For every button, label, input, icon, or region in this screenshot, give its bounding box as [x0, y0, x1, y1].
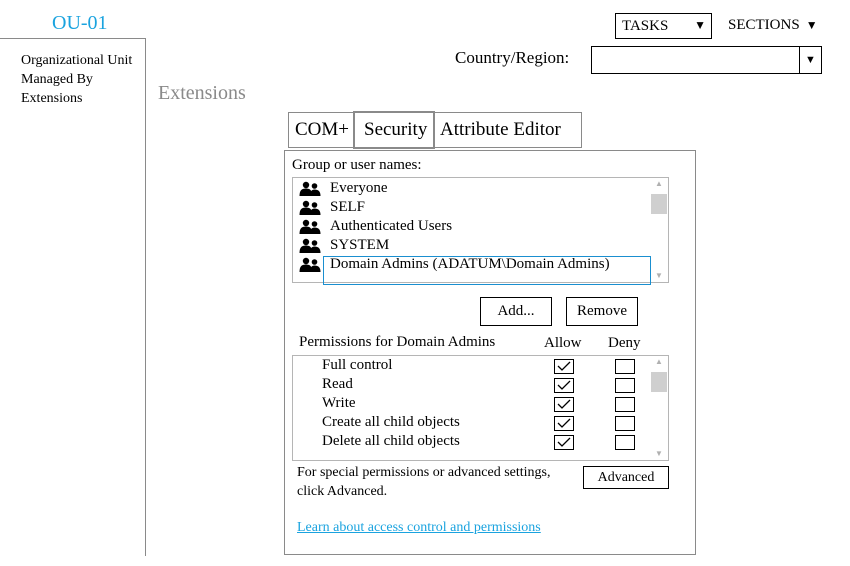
deny-header: Deny: [608, 335, 641, 351]
permissions-list: [292, 355, 669, 461]
users-scrollbar[interactable]: [650, 178, 668, 282]
allow-checkbox[interactable]: [554, 378, 574, 393]
user-name: SYSTEM: [330, 237, 390, 253]
special-permissions-text: For special permissions or advanced settings, click Advanced.: [297, 465, 551, 499]
scroll-down-icon[interactable]: ▼: [655, 271, 663, 280]
ou-title: OU-01: [52, 12, 108, 34]
user-name: Domain Admins (ADATUM\Domain Admins): [330, 256, 610, 272]
deny-checkbox[interactable]: [615, 416, 635, 431]
tab-attribute-editor[interactable]: Attribute Editor: [440, 119, 561, 140]
permissions-scrollbar[interactable]: [650, 356, 668, 460]
allow-checkbox[interactable]: [554, 359, 574, 374]
country-label: Country/Region:: [455, 48, 570, 67]
tab-strip: [288, 112, 582, 148]
check-icon: [557, 399, 571, 409]
deny-checkbox[interactable]: [615, 397, 635, 412]
user-name: Authenticated Users: [330, 218, 453, 234]
permission-name: Create all child objects: [322, 414, 460, 430]
users-group-icon: [299, 181, 321, 197]
tab-security-label: Security: [364, 119, 428, 140]
tasks-label: TASKS: [622, 18, 669, 34]
scroll-thumb[interactable]: [651, 372, 667, 392]
scroll-down-icon[interactable]: ▼: [655, 449, 663, 458]
allow-header: Allow: [544, 335, 582, 351]
allow-checkbox[interactable]: [554, 416, 574, 431]
left-pane-divider: [0, 38, 146, 39]
deny-checkbox[interactable]: [615, 378, 635, 393]
caret-down-icon[interactable]: ▼: [799, 47, 821, 73]
caret-down-icon: ▼: [805, 18, 818, 32]
left-pane-border: [145, 38, 146, 556]
check-icon: [557, 380, 571, 390]
tasks-dropdown[interactable]: [615, 13, 712, 39]
permission-name: Read: [322, 376, 353, 392]
learn-access-control-link[interactable]: Learn about access control and permissions: [297, 520, 541, 535]
country-select[interactable]: [591, 46, 822, 74]
nav-item-extensions[interactable]: Organizational Unit Managed By Extensions: [21, 53, 133, 106]
tab-com-plus[interactable]: COM+: [295, 119, 350, 140]
permissions-label: Permissions for Domain Admins: [299, 334, 496, 350]
user-name: Everyone: [330, 180, 388, 196]
group-names-label: Group or user names:: [292, 157, 422, 173]
scroll-up-icon[interactable]: ▲: [655, 179, 663, 188]
allow-checkbox[interactable]: [554, 397, 574, 412]
scroll-up-icon[interactable]: ▲: [655, 357, 663, 366]
deny-checkbox[interactable]: [615, 359, 635, 374]
allow-checkbox[interactable]: [554, 435, 574, 450]
check-icon: [557, 418, 571, 428]
page-heading: Extensions: [158, 82, 246, 104]
check-icon: [557, 437, 571, 447]
caret-down-icon: ▼: [694, 18, 706, 32]
check-icon: [557, 361, 571, 371]
scroll-thumb[interactable]: [651, 194, 667, 214]
tab-security[interactable]: [353, 111, 435, 149]
sections-dropdown[interactable]: [728, 17, 818, 34]
add-button[interactable]: Add...: [480, 297, 552, 326]
users-group-icon: [299, 257, 321, 273]
sections-label: SECTIONS: [728, 17, 800, 33]
selection-highlight: [323, 256, 651, 285]
users-group-icon: [299, 238, 321, 254]
users-group-icon: [299, 200, 321, 216]
deny-checkbox[interactable]: [615, 435, 635, 450]
user-name: SELF: [330, 199, 366, 215]
permission-name: Write: [322, 395, 356, 411]
remove-button[interactable]: Remove: [566, 297, 638, 326]
permission-name: Full control: [322, 357, 393, 373]
advanced-button[interactable]: Advanced: [583, 466, 669, 489]
permission-name: Delete all child objects: [322, 433, 460, 449]
users-group-icon: [299, 219, 321, 235]
